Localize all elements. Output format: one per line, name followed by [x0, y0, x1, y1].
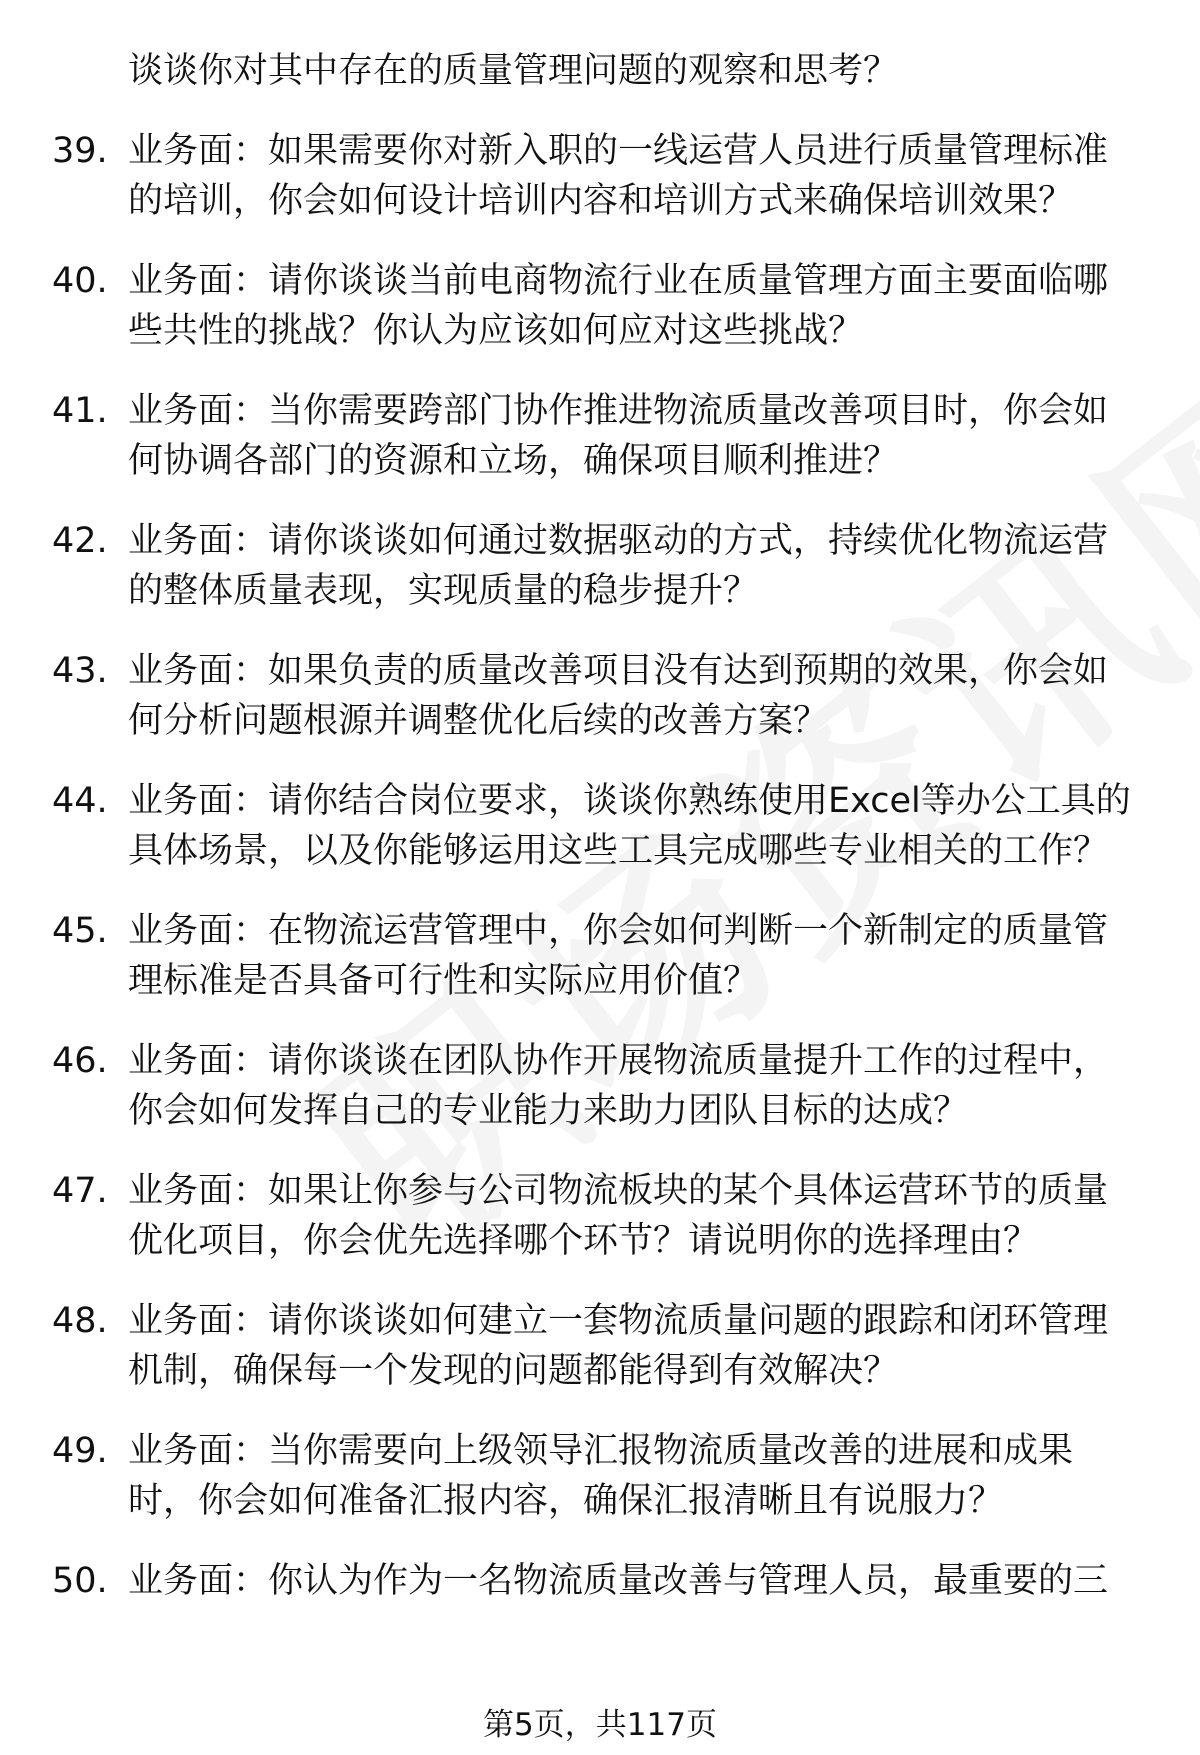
question-number: 47.: [52, 1171, 108, 1211]
question-item: [52, 256, 1162, 356]
question-text-line: 业务面：在物流运营管理中，你会如何判断一个新制定的质量管: [128, 911, 1109, 951]
question-text-line: 机制，确保每一个发现的问题都能得到有效解决？: [128, 1351, 899, 1391]
question-text-line: 些共性的挑战？你认为应该如何应对这些挑战？: [128, 311, 864, 351]
question-first-line: [52, 1166, 1162, 1216]
question-item: [52, 906, 1162, 1006]
question-text-line: 时，你会如何准备汇报内容，确保汇报清晰且有说服力？: [128, 1481, 1004, 1521]
question-first-line: [52, 1296, 1162, 1346]
question-number: 48.: [52, 1301, 108, 1341]
question-first-line: [52, 1426, 1162, 1476]
question-item: [52, 126, 1162, 226]
question-number: 49.: [52, 1431, 108, 1471]
question-item: [52, 1166, 1162, 1266]
question-number: 42.: [52, 521, 108, 561]
question-text-line: 业务面：如果负责的质量改善项目没有达到预期的效果，你会如: [128, 651, 1109, 691]
question-first-line: [52, 906, 1162, 956]
question-number: 41.: [52, 391, 108, 431]
question-number: 44.: [52, 781, 108, 821]
question-first-line: [52, 1036, 1162, 1086]
question-item: [52, 386, 1162, 486]
question-first-line: [52, 1556, 1162, 1606]
question-first-line: [52, 516, 1162, 566]
questions-container: [52, 126, 1162, 1606]
question-text-line: 业务面：你认为作为一名物流质量改善与管理人员，最重要的三: [128, 1561, 1109, 1601]
question-text-line: 业务面：请你谈谈当前电商物流行业在质量管理方面主要面临哪: [128, 261, 1109, 301]
question-item: [52, 1426, 1162, 1526]
question-number: 40.: [52, 261, 108, 301]
question-text-line: 的整体质量表现，实现质量的稳步提升？: [128, 571, 759, 611]
question-item: [52, 1036, 1162, 1136]
question-item: [52, 516, 1162, 616]
question-text-line: 业务面：当你需要向上级领导汇报物流质量改善的进展和成果: [128, 1431, 1074, 1471]
question-text-line: 优化项目，你会优先选择哪个环节？请说明你的选择理由？: [128, 1221, 1039, 1261]
question-first-line: [52, 256, 1162, 306]
question-text-line: 何分析问题根源并调整优化后续的改善方案？: [128, 701, 829, 741]
question-item: [52, 646, 1162, 746]
question-number: 39.: [52, 131, 108, 171]
question-text-line: 何协调各部门的资源和立场，确保项目顺利推进？: [128, 441, 899, 481]
intro-continuation: 谈谈你对其中存在的质量管理问题的观察和思考？: [128, 51, 899, 91]
question-first-line: [52, 126, 1162, 176]
question-number: 43.: [52, 651, 108, 691]
question-first-line: [52, 386, 1162, 436]
question-first-line: [52, 646, 1162, 696]
question-text-line: 理标准是否具备可行性和实际应用价值？: [128, 961, 759, 1001]
question-text-line: 业务面：如果让你参与公司物流板块的某个具体运营环节的质量: [128, 1171, 1109, 1211]
question-item: [52, 776, 1162, 876]
question-item: [52, 1556, 1162, 1606]
question-list: [52, 46, 1162, 1606]
page-footer: 第5页，共117页: [483, 1707, 717, 1743]
question-text-line: 的培训，你会如何设计培训内容和培训方式来确保培训效果？: [128, 181, 1074, 221]
question-text-line: 业务面：请你谈谈在团队协作开展物流质量提升工作的过程中，: [128, 1041, 1109, 1081]
question-text-line: 业务面：请你谈谈如何建立一套物流质量问题的跟踪和闭环管理: [128, 1301, 1109, 1341]
question-number: 46.: [52, 1041, 108, 1081]
question-text-line: 具体场景，以及你能够运用这些工具完成哪些专业相关的工作？: [128, 831, 1109, 871]
question-text-line: 业务面：如果需要你对新入职的一线运营人员进行质量管理标准: [128, 131, 1109, 171]
question-number: 45.: [52, 911, 108, 951]
question-item: [52, 1296, 1162, 1396]
question-text-line: 业务面：请你结合岗位要求，谈谈你熟练使用Excel等办公工具的: [128, 781, 1131, 821]
question-text-line: 业务面：当你需要跨部门协作推进物流质量改善项目时，你会如: [128, 391, 1109, 431]
question-text-line: 你会如何发挥自己的专业能力来助力团队目标的达成？: [128, 1091, 969, 1131]
question-number: 50.: [52, 1561, 108, 1601]
question-first-line: [52, 776, 1162, 826]
question-text-line: 业务面：请你谈谈如何通过数据驱动的方式，持续优化物流运营: [128, 521, 1109, 561]
